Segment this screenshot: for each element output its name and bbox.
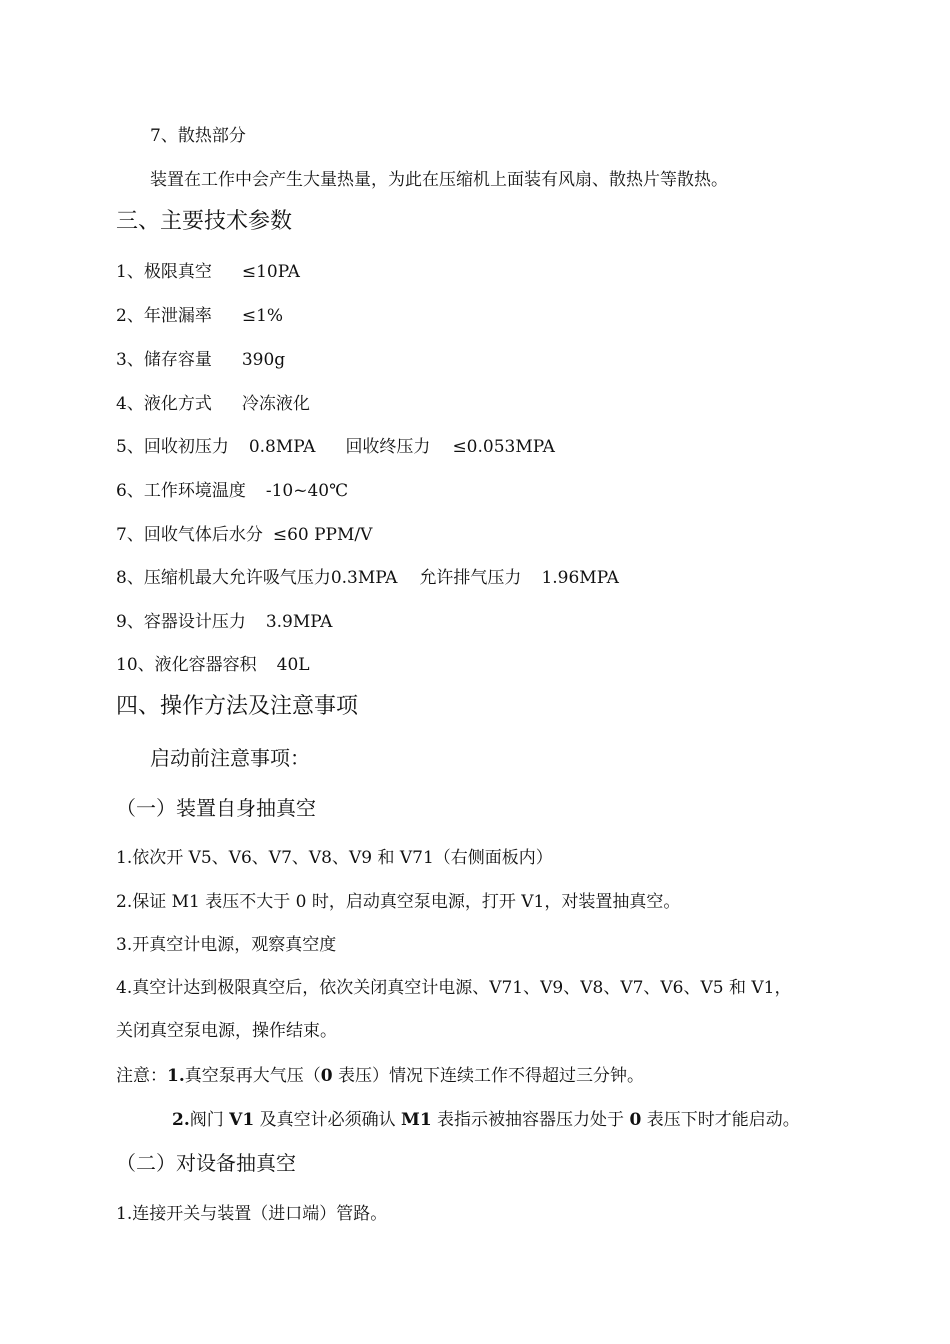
param-row: [116, 654, 310, 676]
note-2-text-end: 表压下时才能启动。: [641, 1110, 800, 1130]
param-label: 2、年泄漏率: [116, 306, 212, 326]
param-label-2: 回收终压力: [345, 437, 431, 457]
step-item: 关闭真空泵电源，操作结束。: [116, 1021, 337, 1041]
part1-heading: （一）装置自身抽真空: [116, 796, 316, 820]
note-2-number: 2.: [172, 1110, 190, 1130]
sec7-title: 7、散热部分: [150, 126, 246, 146]
param-row: [116, 261, 300, 283]
param-row: [116, 480, 348, 502]
param-label: 7、回收气体后水分: [116, 525, 263, 545]
param-value: 冷冻液化: [241, 394, 310, 414]
param-row: [116, 567, 619, 589]
param-label: 5、回收初压力: [116, 437, 229, 457]
param-value: -10~40℃: [265, 481, 349, 501]
step-item: 2.保证 M1 表压不大于 0 时，启动真空泵电源，打开 V1，对装置抽真空。: [116, 892, 681, 912]
param-row: [116, 305, 283, 327]
param-value: ≤60 PPM/V: [272, 525, 373, 545]
note-2-text-mid: 及真空计必须确认: [254, 1110, 401, 1130]
sec7-body: 装置在工作中会产生大量热量，为此在压缩机上面装有风扇、散热片等散热。: [150, 170, 728, 190]
note-1-text-end: 表压）情况下连续工作不得超过三分钟。: [332, 1066, 644, 1086]
note-line-1: [116, 1065, 644, 1087]
note-2-text: 阀门: [189, 1110, 230, 1130]
note-1-value: 0: [320, 1066, 333, 1086]
note-1-number: 1.: [167, 1066, 185, 1086]
param-label-2: 允许排气压力: [419, 568, 522, 588]
step-item: 1.依次开 V5、V6、V7、V8、V9 和 V71（右侧面板内）: [116, 848, 553, 868]
param-value: 0.3MPA: [330, 568, 398, 588]
param-value: 0.8MPA: [248, 437, 316, 457]
param-value: 3.9MPA: [265, 612, 333, 632]
note-2-gauge: M1: [401, 1110, 432, 1130]
param-row: [116, 393, 310, 415]
step-item: 1.连接开关与装置（进口端）管路。: [116, 1204, 388, 1224]
param-value: 40L: [276, 655, 310, 675]
note-1-text: 真空泵再大气压（: [184, 1066, 321, 1086]
sec4-heading: 四、操作方法及注意事项: [116, 694, 359, 719]
note-line-2: [172, 1109, 800, 1131]
note-2-text-mid2: 表指示被抽容器压力处于: [431, 1110, 630, 1130]
pre-start-label: 启动前注意事项：: [150, 746, 310, 770]
param-value: ≤1%: [241, 306, 284, 326]
param-value-2: ≤0.053MPA: [452, 437, 555, 457]
param-row: [116, 349, 285, 371]
param-row: [116, 436, 555, 458]
param-label: 8、压缩机最大允许吸气压力: [116, 568, 331, 588]
step-item: 4.真空计达到极限真空后，依次关闭真空计电源、V71、V9、V8、V7、V6、V5 和 V1，: [116, 978, 792, 998]
param-label: 4、液化方式: [116, 394, 212, 414]
param-label: 9、容器设计压力: [116, 612, 246, 632]
param-row: [116, 611, 332, 633]
note-2-valve: V1: [229, 1110, 255, 1130]
param-value: 390g: [241, 350, 286, 370]
note-2-value: 0: [629, 1110, 642, 1130]
part2-heading: （二）对设备抽真空: [116, 1151, 296, 1175]
param-value: ≤10PA: [241, 262, 300, 282]
param-label: 1、极限真空: [116, 262, 212, 282]
sec3-heading: 三、主要技术参数: [116, 209, 293, 234]
param-label: 3、储存容量: [116, 350, 212, 370]
param-value-2: 1.96MPA: [541, 568, 619, 588]
param-row: [116, 524, 372, 546]
note-prefix: 注意：: [116, 1066, 167, 1086]
param-label: 6、工作环境温度: [116, 481, 246, 501]
step-item: 3.开真空计电源，观察真空度: [116, 935, 337, 955]
param-label: 10、液化容器容积: [116, 655, 257, 675]
